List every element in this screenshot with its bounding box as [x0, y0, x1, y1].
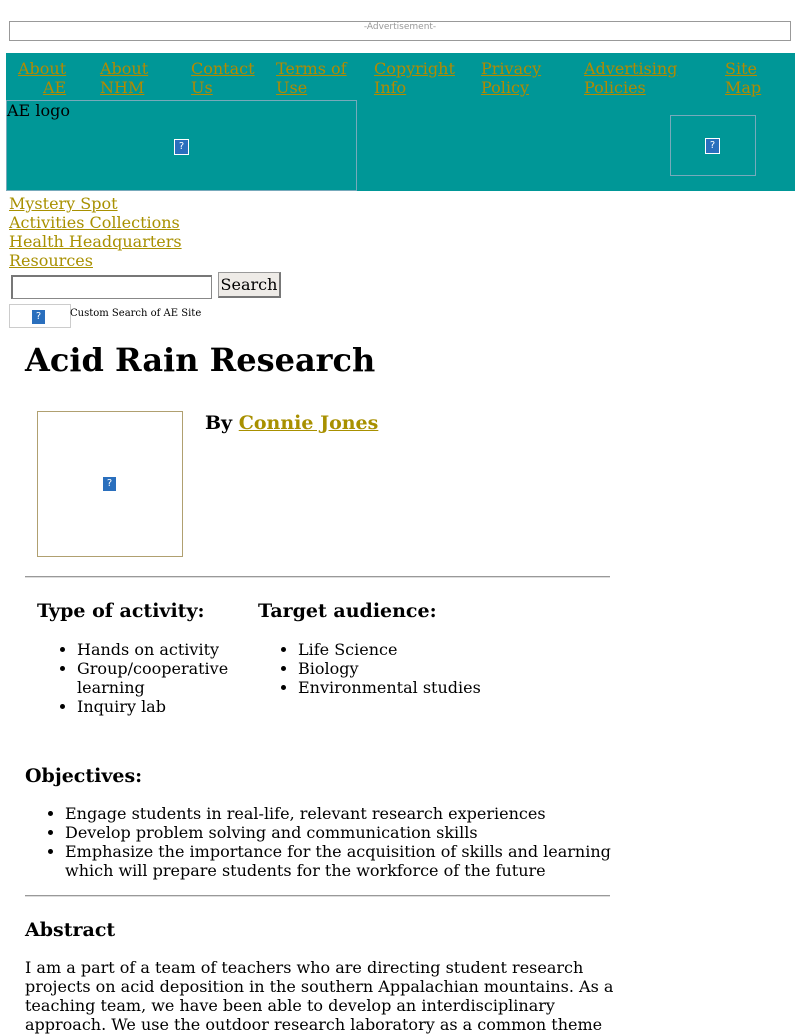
advertisement-banner[interactable]: [9, 21, 791, 41]
broken-image-icon: ?: [174, 139, 189, 155]
abstract-text: I am a part of a team of teachers who are directing student research projects on acid deposition in the southern Appalachian mountains. As a teaching team, we have been able to develop an interdisciplinary approach. We use the outdoor research laboratory as a common theme: [25, 958, 614, 1034]
divider: [25, 895, 610, 897]
page-title: Acid Rain Research: [25, 341, 376, 379]
header-image: [670, 115, 756, 176]
list-item: • Biology: [298, 659, 598, 678]
nav-terms-of-use[interactable]: Terms of Use: [276, 59, 347, 97]
list-item: • Inquiry lab: [77, 697, 277, 716]
divider: [25, 576, 610, 578]
nav-copyright-info[interactable]: Copyright Info: [374, 59, 455, 97]
audience-heading: Target audience:: [258, 600, 437, 622]
author-photo: [37, 411, 183, 557]
sidebar-links: [9, 194, 182, 270]
list-item: • Develop problem solving and communication skills: [65, 823, 625, 842]
nav-contact-us[interactable]: Contact Us: [191, 59, 255, 97]
list-item: • Emphasize the importance for the acquisition of skills and learning which will prepare students for the workforce of the future: [65, 842, 625, 880]
site-header: [6, 53, 795, 191]
type-heading: Type of activity:: [37, 600, 205, 622]
sidebar-item-resources[interactable]: Resources: [9, 251, 93, 270]
abstract-heading: Abstract: [25, 919, 116, 941]
search-caption: Custom Search of AE Site: [70, 308, 202, 319]
objectives-heading: Objectives:: [25, 765, 143, 787]
search-input[interactable]: [11, 275, 212, 299]
logo-alt-text: AE logo: [7, 101, 70, 120]
list-item: • Engage students in real-life, relevant research experiences: [65, 804, 625, 823]
byline: [205, 412, 378, 434]
audience-list: [258, 640, 598, 697]
nav-advertising-policies[interactable]: Advertising Policies: [584, 59, 678, 97]
nav-about-nhm[interactable]: About NHM: [100, 59, 149, 97]
nav-site-map[interactable]: Site Map: [725, 59, 762, 97]
sidebar-item-health-headquarters[interactable]: Health Headquarters: [9, 232, 182, 251]
broken-image-icon: ?: [705, 138, 720, 154]
sidebar-item-mystery-spot[interactable]: Mystery Spot: [9, 194, 118, 213]
list-item: • Hands on activity: [77, 640, 277, 659]
nav-privacy-policy[interactable]: Privacy Policy: [481, 59, 542, 97]
ae-logo[interactable]: [6, 100, 357, 191]
by-label: By: [205, 412, 233, 434]
objectives-list: [25, 804, 625, 880]
type-list: [37, 640, 277, 716]
author-link[interactable]: Connie Jones: [238, 412, 379, 434]
nav-about-ae[interactable]: About AE: [18, 59, 67, 97]
broken-image-icon: ?: [31, 309, 46, 325]
advertisement-label: -Advertisement-: [363, 22, 437, 32]
list-item: • Environmental studies: [298, 678, 598, 697]
sidebar-item-activities-collections[interactable]: Activities Collections: [9, 213, 180, 232]
broken-image-icon: ?: [102, 476, 117, 492]
search-button[interactable]: Search: [218, 272, 281, 298]
list-item: • Life Science: [298, 640, 598, 659]
google-logo: [9, 304, 71, 328]
list-item: • Group/cooperative learning: [77, 659, 277, 697]
